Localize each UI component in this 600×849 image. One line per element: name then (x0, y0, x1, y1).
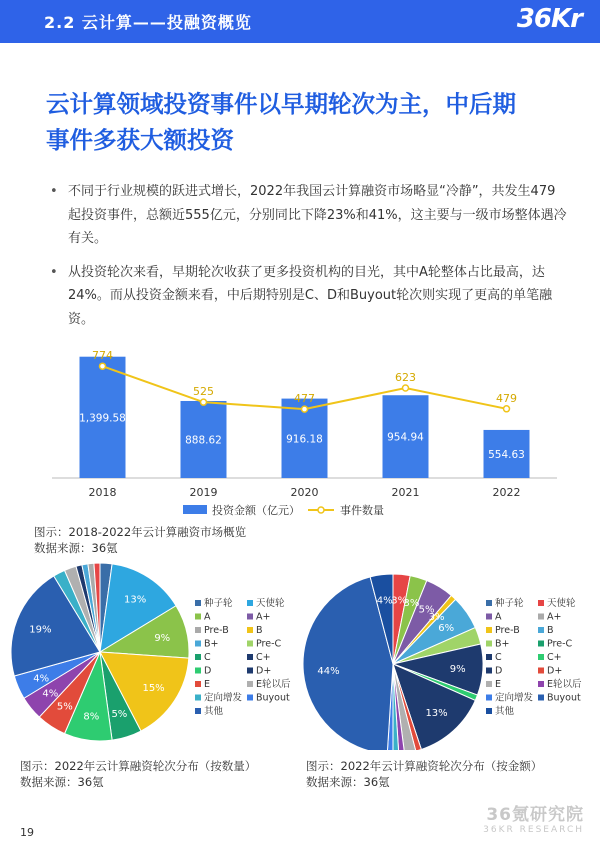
legend-label: C+ (256, 652, 271, 663)
pie-slice-label: 5% (111, 709, 128, 721)
x-tick-label: 2018 (88, 486, 117, 499)
pie-slice-label: 13% (425, 707, 448, 719)
x-tick-label: 2022 (492, 486, 521, 499)
pie2-source: 数据来源：36氪 (306, 775, 390, 789)
legend-swatch (183, 505, 207, 514)
legend-swatch (195, 681, 201, 687)
chart-caption: 图示：2018-2022年云计算融资市场概览 (34, 525, 247, 539)
legend-label: B (256, 625, 263, 636)
legend-label: B+ (495, 638, 510, 650)
pie-slice-label: 13% (124, 594, 147, 606)
x-tick-label: 2020 (290, 486, 319, 499)
events-value-label: 479 (496, 391, 517, 405)
pie2-caption-block (306, 758, 542, 790)
financing-overview-chart (0, 330, 600, 530)
legend-label: 事件数量 (340, 504, 384, 517)
round-distribution-by-count-chart (0, 560, 300, 750)
legend-label: B+ (204, 638, 219, 650)
brand-logo: 36Kr (516, 4, 582, 34)
events-value-label: 477 (294, 392, 315, 406)
legend-swatch (486, 695, 492, 701)
legend-swatch (195, 668, 201, 674)
headline (46, 86, 566, 158)
legend-label: 定向增发 (495, 692, 534, 704)
legend-swatch (195, 654, 201, 660)
headline-line-2: 事件多获大额投资 (46, 126, 234, 154)
legend-swatch (538, 681, 544, 687)
legend-swatch (486, 654, 492, 660)
legend-swatch (486, 641, 492, 647)
legend-swatch (195, 614, 201, 620)
round-distribution-by-amount-chart (300, 560, 600, 750)
header-bar (0, 0, 600, 43)
pie-slice-label: 9% (154, 632, 171, 644)
legend-label: E轮以后 (256, 679, 291, 690)
pie-slice-label: 9% (449, 664, 466, 676)
pie-slice-label: 19% (29, 624, 52, 636)
legend-swatch (538, 641, 544, 647)
legend-label: 定向增发 (204, 692, 243, 704)
legend-label: A (204, 611, 211, 623)
pie2-caption: 图示：2022年云计算融资轮次分布（按金额） (306, 759, 543, 773)
bullet-list (68, 180, 568, 341)
legend-swatch (486, 627, 492, 633)
watermark-main: 36氪研究院 (486, 805, 584, 825)
legend-label: E (204, 679, 211, 690)
legend-swatch (486, 600, 492, 606)
pie-slice-label: 3% (403, 597, 420, 609)
legend-label: Pre-C (256, 638, 282, 650)
legend-swatch (247, 668, 253, 674)
legend-label: D (495, 665, 503, 677)
pie-slice-label: 8% (83, 711, 100, 723)
legend-label: D+ (256, 665, 272, 677)
legend-swatch (486, 708, 492, 714)
events-point (100, 363, 106, 369)
legend-swatch (538, 668, 544, 674)
bar-value-label: 888.62 (185, 434, 222, 447)
legend-swatch (247, 654, 253, 660)
pie-slice-label: 4% (42, 688, 59, 700)
pie-slice-label: 6% (438, 622, 455, 634)
pie-slice-label: 3% (391, 595, 408, 607)
pie1-caption: 图示：2022年云计算融资轮次分布（按数量） (20, 759, 257, 773)
legend-label: Pre-B (204, 625, 229, 636)
legend-swatch (247, 614, 253, 620)
events-point (201, 399, 207, 405)
bullet-item: • 从投资轮次来看，早期轮次收获了更多投资机构的目光，其中A轮整体占比最高，达24%。而从投资金额来看，中后期特别是C、D和Buyout轮次则实现了更高的单笔融资。 (68, 261, 568, 332)
pie-slice-label: 5% (418, 604, 435, 616)
bar-value-label: 916.18 (286, 433, 323, 446)
pie-slice-label: 5% (56, 701, 73, 713)
legend-label: Buyout (547, 692, 581, 704)
chart-caption-block (34, 524, 246, 556)
pie-slice-label: 4% (376, 595, 393, 607)
legend-swatch (195, 708, 201, 714)
legend-swatch (247, 695, 253, 701)
legend-swatch (247, 600, 253, 606)
legend-label: D (204, 665, 212, 677)
bar-value-label: 1,399.58 (79, 412, 126, 425)
pie1-caption-block (20, 758, 256, 790)
legend-swatch (538, 600, 544, 606)
legend-label: 其他 (495, 706, 515, 717)
x-tick-label: 2019 (189, 486, 218, 499)
legend-label: Buyout (256, 692, 290, 704)
pie-slice-label: 15% (142, 683, 165, 695)
legend-swatch (538, 627, 544, 633)
legend-label: Pre-C (547, 638, 573, 650)
legend-label: 天使轮 (256, 598, 285, 609)
watermark (483, 800, 584, 835)
legend-swatch (247, 681, 253, 687)
legend-swatch (538, 654, 544, 660)
watermark-sub: 36KR RESEARCH (483, 825, 584, 835)
legend-label: E轮以后 (547, 679, 582, 690)
legend-label: D+ (547, 665, 563, 677)
legend-swatch (247, 641, 253, 647)
legend-marker (318, 507, 324, 513)
pie1-source: 数据来源：36氪 (20, 775, 104, 789)
legend-swatch (538, 614, 544, 620)
legend-label: E (495, 679, 502, 690)
x-tick-label: 2021 (391, 486, 420, 499)
pie-slice-label: 44% (317, 666, 340, 678)
pie-slice-label: 3% (428, 612, 445, 624)
legend-swatch (486, 681, 492, 687)
legend-swatch (195, 695, 201, 701)
legend-swatch (486, 614, 492, 620)
events-point (504, 406, 510, 412)
legend-swatch (247, 627, 253, 633)
legend-label: 种子轮 (204, 598, 233, 609)
legend-label: C+ (547, 652, 562, 663)
legend-swatch (195, 641, 201, 647)
bar-value-label: 954.94 (387, 431, 424, 444)
legend-swatch (195, 627, 201, 633)
bullet-item: • 不同于行业规模的跃进式增长，2022年我国云计算融资市场略显“冷静”，共发生479起投资事件，总额近555亿元，分别同比下降23%和41%，这主要与一级市场整体遇冷有关。 (68, 180, 568, 251)
section-title: 2.2 云计算——投融资概览 (44, 13, 252, 32)
legend-label: A+ (256, 611, 271, 623)
legend-swatch (486, 668, 492, 674)
events-point (403, 385, 409, 391)
legend-label: B (547, 625, 554, 636)
bar-value-label: 554.63 (488, 448, 525, 461)
legend-label: A+ (547, 611, 562, 623)
events-value-label: 623 (395, 371, 416, 385)
legend-label: 投资金额（亿元） (212, 504, 300, 517)
legend-swatch (538, 695, 544, 701)
legend-label: C (204, 652, 211, 663)
pie-slice-label: 4% (33, 673, 50, 685)
legend-swatch (195, 600, 201, 606)
events-value-label: 525 (193, 385, 214, 399)
chart-source: 数据来源：36氪 (34, 541, 118, 555)
events-value-label: 774 (92, 349, 113, 363)
events-point (302, 406, 308, 412)
legend-label: 其他 (204, 706, 224, 717)
legend-label: 种子轮 (495, 598, 524, 609)
legend-label: C (495, 652, 502, 663)
headline-line-1: 云计算领域投资事件以早期轮次为主，中后期 (46, 90, 516, 118)
legend-label: 天使轮 (547, 598, 576, 609)
page-number: 19 (20, 826, 34, 839)
legend-label: A (495, 611, 502, 623)
legend-label: Pre-B (495, 625, 520, 636)
